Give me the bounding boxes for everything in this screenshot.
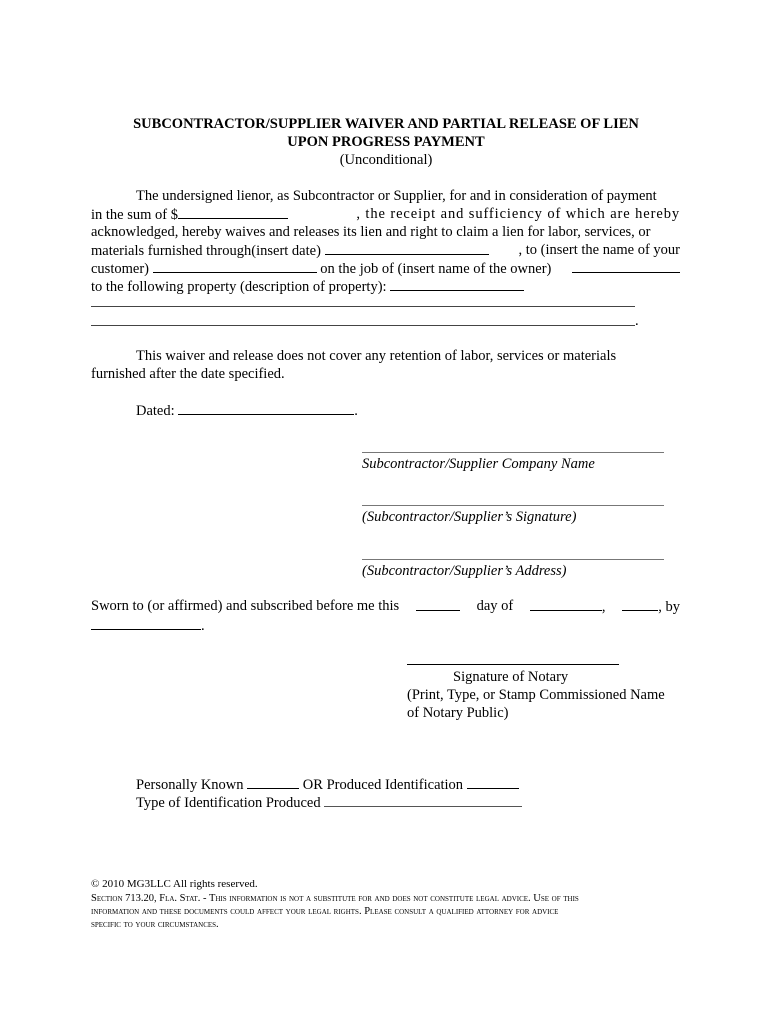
- sworn-by: , by: [658, 599, 680, 615]
- produced-identification-blank[interactable]: [467, 775, 519, 789]
- dated-label: Dated:: [136, 403, 175, 419]
- customer-label: , to (insert the name of your: [518, 242, 680, 258]
- dated-period: .: [354, 403, 358, 419]
- para2-line1: This waiver and release does not cover any retention of labor, services or materials: [136, 348, 617, 364]
- identification-line2: [136, 793, 522, 812]
- dated-row: [136, 401, 358, 420]
- sum-label: in the sum of $: [91, 207, 178, 223]
- sworn-text: Sworn to (or affirmed) and subscribed before me this: [91, 598, 400, 614]
- para2-line2: furnished after the date specified.: [91, 366, 285, 382]
- notary-public-label: of Notary Public): [407, 705, 509, 721]
- sworn-comma: ,: [601, 599, 606, 615]
- date-through-blank[interactable]: [325, 241, 489, 255]
- notary-signature-line[interactable]: [407, 664, 619, 665]
- footer-line1: Section 713.20, Fla. Stat. - This information is not a substitute for and does not constitute legal advice. Use of this: [91, 893, 579, 904]
- customer-label-cont: customer): [91, 261, 149, 277]
- property-label: to the following property (description of property):: [91, 279, 387, 295]
- footer-line2: information and these documents could affect your legal rights. Please consult a qualified attorney for advice: [91, 906, 559, 917]
- document-title-line1: SUBCONTRACTOR/SUPPLIER WAIVER AND PARTIAL RELEASE OF LIEN: [133, 116, 639, 132]
- sworn-day-blank[interactable]: [416, 597, 460, 611]
- para1-line3: acknowledged, hereby waives and releases its lien and right to claim a lien for labor, services, or: [91, 224, 651, 240]
- copyright: © 2010 MG3LLC All rights reserved.: [91, 878, 258, 890]
- sworn-by-blank[interactable]: [91, 616, 201, 630]
- para1-line5: [91, 259, 680, 278]
- customer-blank[interactable]: [153, 259, 317, 273]
- para1-line1: The undersigned lienor, as Subcontractor or Supplier, for and in consideration of payment: [136, 188, 657, 204]
- address-line[interactable]: [362, 559, 664, 560]
- owner-label: on the job of (insert name of the owner): [320, 261, 552, 277]
- property-blank[interactable]: [390, 277, 524, 291]
- identification-type-label: Type of Identification Produced: [136, 795, 321, 811]
- notary-print-label: (Print, Type, or Stamp Commissioned Name: [407, 687, 665, 703]
- sworn-line2: [91, 616, 205, 635]
- sum-amount-blank[interactable]: [178, 205, 288, 219]
- para1-line6: [91, 277, 524, 296]
- signature-line[interactable]: [362, 505, 664, 506]
- address-label: (Subcontractor/Supplier’s Address): [362, 563, 567, 579]
- sworn-day-of: day of: [476, 598, 514, 614]
- footer-line3: specific to your circumstances.: [91, 919, 219, 930]
- signature-label: (Subcontractor/Supplier’s Signature): [362, 509, 577, 525]
- document-subtitle: (Unconditional): [339, 152, 433, 168]
- sworn-line1: [91, 597, 680, 616]
- sworn-period: .: [201, 618, 205, 634]
- document-title-line2: UPON PROGRESS PAYMENT: [287, 134, 485, 150]
- personally-known-label: Personally Known: [136, 777, 244, 793]
- property-description-line-1[interactable]: [91, 306, 635, 307]
- sworn-year-blank[interactable]: [622, 597, 658, 611]
- para1-line2: [91, 205, 680, 224]
- identification-type-blank[interactable]: [324, 793, 522, 807]
- personally-known-blank[interactable]: [247, 775, 299, 789]
- owner-blank[interactable]: [572, 259, 680, 273]
- company-name-label: Subcontractor/Supplier Company Name: [362, 456, 595, 472]
- property-description-line-2[interactable]: [91, 325, 635, 326]
- dated-blank[interactable]: [178, 401, 354, 415]
- produced-identification-label: OR Produced Identification: [302, 777, 464, 793]
- company-name-line[interactable]: [362, 452, 664, 453]
- para1-line4: [91, 241, 680, 260]
- property-period: .: [635, 313, 639, 329]
- notary-signature-label: Signature of Notary: [453, 669, 569, 685]
- date-through-label: materials furnished through(insert date): [91, 243, 321, 259]
- identification-line1: [136, 775, 519, 794]
- para1-line2-rest: , the receipt and sufficiency of which are hereby: [356, 206, 680, 222]
- sworn-month-blank[interactable]: [530, 597, 602, 611]
